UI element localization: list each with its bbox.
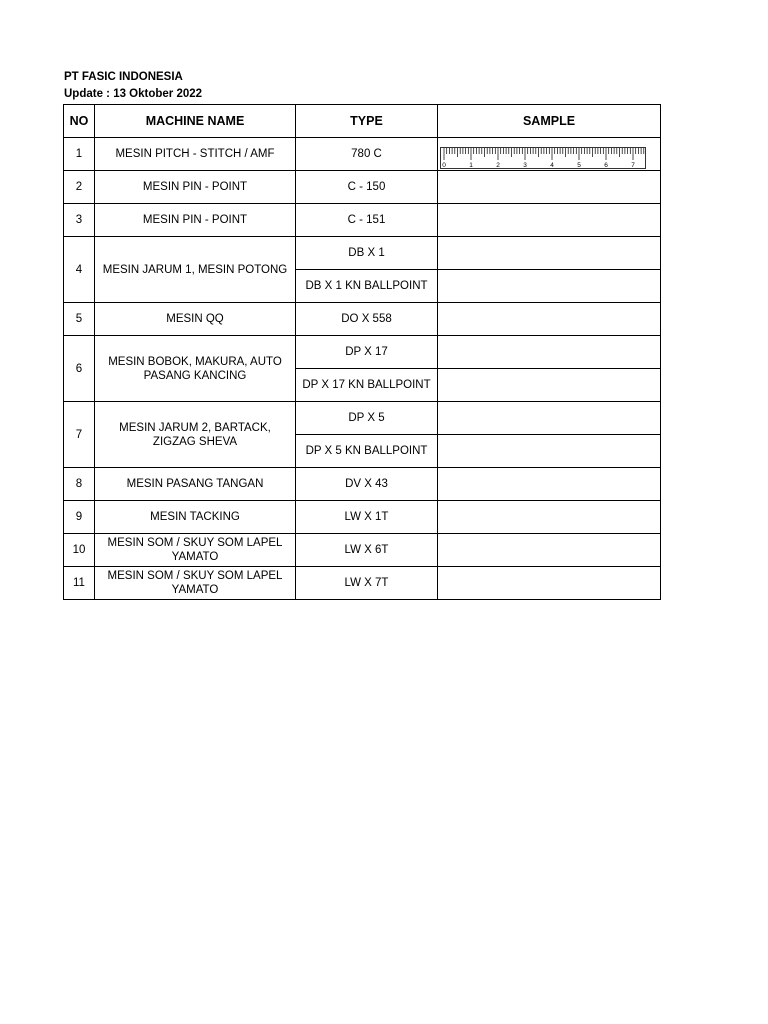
row-no: 5 — [64, 303, 95, 336]
row-sample — [438, 369, 661, 402]
col-header-no: NO — [64, 105, 95, 138]
update-date: Update : 13 Oktober 2022 — [64, 88, 203, 100]
row-no: 7 — [64, 402, 95, 468]
row-machine-name: MESIN PASANG TANGAN — [95, 468, 296, 501]
row-type: DP X 17 KN BALLPOINT — [296, 369, 438, 402]
row-type: DB X 1 — [296, 237, 438, 270]
row-no: 1 — [64, 138, 95, 171]
table-row — [64, 237, 661, 270]
row-type: DB X 1 KN BALLPOINT — [296, 270, 438, 303]
table-row — [64, 534, 661, 567]
row-sample — [438, 237, 661, 270]
table-header-row — [64, 105, 661, 138]
row-no: 8 — [64, 468, 95, 501]
row-machine-name: MESIN PIN - POINT — [95, 171, 296, 204]
table-row — [64, 171, 661, 204]
row-sample — [438, 303, 661, 336]
row-sample — [438, 402, 661, 435]
row-machine-name: MESIN JARUM 1, MESIN POTONG — [95, 237, 296, 303]
row-sample — [438, 204, 661, 237]
ruler-label: 0 — [442, 162, 446, 169]
col-header-sample: SAMPLE — [438, 105, 661, 138]
row-type: LW X 6T — [296, 534, 438, 567]
row-type: DP X 5 KN BALLPOINT — [296, 435, 438, 468]
row-type: LW X 7T — [296, 567, 438, 600]
row-no: 4 — [64, 237, 95, 303]
row-machine-name: MESIN JARUM 2, BARTACK, ZIGZAG SHEVA — [95, 402, 296, 468]
row-machine-name: MESIN PITCH - STITCH / AMF — [95, 138, 296, 171]
row-sample — [438, 171, 661, 204]
ruler-icon — [440, 147, 646, 169]
company-name: PT FASIC INDONESIA — [64, 71, 183, 83]
row-type: DP X 17 — [296, 336, 438, 369]
row-machine-name: MESIN BOBOK, MAKURA, AUTO PASANG KANCING — [95, 336, 296, 402]
col-header-type: TYPE — [296, 105, 438, 138]
row-sample — [438, 501, 661, 534]
table-row — [64, 402, 661, 435]
row-no: 6 — [64, 336, 95, 402]
row-no: 9 — [64, 501, 95, 534]
ruler-label: 5 — [577, 162, 581, 169]
row-no: 10 — [64, 534, 95, 567]
row-machine-name: MESIN TACKING — [95, 501, 296, 534]
machine-table — [63, 104, 661, 600]
table-row — [64, 468, 661, 501]
row-type: LW X 1T — [296, 501, 438, 534]
row-no: 3 — [64, 204, 95, 237]
ruler-label: 1 — [469, 162, 473, 169]
row-machine-name: MESIN PIN - POINT — [95, 204, 296, 237]
row-sample — [438, 138, 661, 171]
row-sample — [438, 435, 661, 468]
row-no: 11 — [64, 567, 95, 600]
row-no: 2 — [64, 171, 95, 204]
col-header-machine-name: MACHINE NAME — [95, 105, 296, 138]
table-row — [64, 204, 661, 237]
ruler-label: 3 — [523, 162, 527, 169]
row-type: C - 150 — [296, 171, 438, 204]
ruler-label: 6 — [604, 162, 608, 169]
row-machine-name: MESIN QQ — [95, 303, 296, 336]
ruler-label: 2 — [496, 162, 500, 169]
row-sample — [438, 534, 661, 567]
table-row — [64, 138, 661, 171]
row-sample — [438, 270, 661, 303]
row-machine-name: MESIN SOM / SKUY SOM LAPEL YAMATO — [95, 567, 296, 600]
table-row — [64, 501, 661, 534]
table-row — [64, 567, 661, 600]
table-row — [64, 303, 661, 336]
row-sample — [438, 468, 661, 501]
row-sample — [438, 336, 661, 369]
row-type: C - 151 — [296, 204, 438, 237]
ruler-label: 4 — [550, 162, 554, 169]
row-type: 780 C — [296, 138, 438, 171]
row-type: DP X 5 — [296, 402, 438, 435]
table-row — [64, 336, 661, 369]
row-machine-name: MESIN SOM / SKUY SOM LAPEL YAMATO — [95, 534, 296, 567]
row-type: DO X 558 — [296, 303, 438, 336]
ruler-label: 7 — [631, 162, 635, 169]
row-sample — [438, 567, 661, 600]
row-type: DV X 43 — [296, 468, 438, 501]
